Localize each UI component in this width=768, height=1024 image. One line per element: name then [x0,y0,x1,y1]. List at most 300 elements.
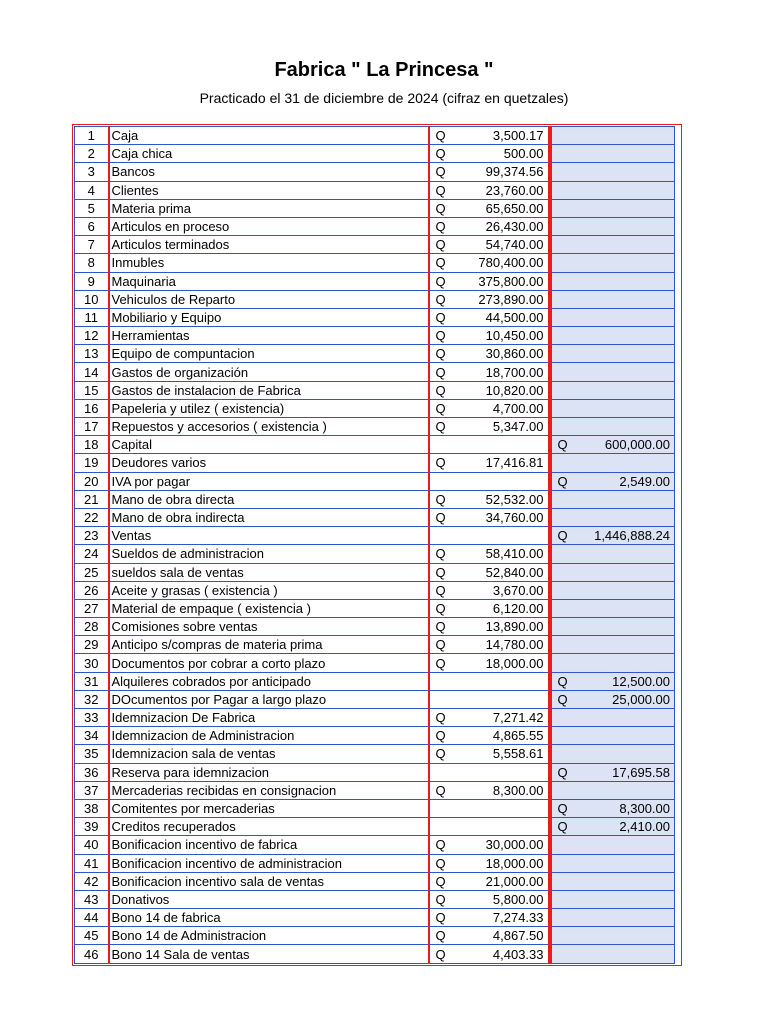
credit-amount [575,363,675,381]
debit-amount [453,472,549,490]
row-number: 36 [75,763,109,781]
debit-amount: 4,865.55 [453,727,549,745]
account-name: Comisiones sobre ventas [109,618,429,636]
debit-amount: 18,000.00 [453,654,549,672]
debit-amount [453,818,549,836]
credit-amount [575,236,675,254]
credit-currency [551,654,575,672]
debit-amount: 5,347.00 [453,418,549,436]
credit-amount [575,399,675,417]
credit-currency: Q [551,527,575,545]
credit-amount [575,945,675,963]
credit-currency [551,399,575,417]
table-row [75,854,675,872]
credit-amount [575,418,675,436]
credit-amount [575,381,675,399]
debit-amount: 54,740.00 [453,236,549,254]
debit-currency: Q [429,781,453,799]
debit-amount [453,672,549,690]
table-row [75,399,675,417]
credit-currency [551,308,575,326]
credit-currency [551,454,575,472]
account-name: Clientes [109,181,429,199]
credit-amount [575,308,675,326]
credit-amount [575,199,675,217]
row-number: 46 [75,945,109,963]
debit-currency: Q [429,909,453,927]
row-number: 6 [75,217,109,235]
debit-amount: 5,558.61 [453,745,549,763]
table-row [75,745,675,763]
credit-currency [551,836,575,854]
debit-currency: Q [429,709,453,727]
row-number: 8 [75,254,109,272]
row-number: 45 [75,927,109,945]
account-name: Mercaderias recibidas en consignacion [109,781,429,799]
credit-amount [575,490,675,508]
credit-currency [551,508,575,526]
debit-currency: Q [429,490,453,508]
credit-currency [551,254,575,272]
row-number: 20 [75,472,109,490]
row-number: 7 [75,236,109,254]
row-number: 28 [75,618,109,636]
row-number: 13 [75,345,109,363]
table-row [75,909,675,927]
debit-amount: 3,500.17 [453,127,549,145]
row-number: 35 [75,745,109,763]
debit-currency [429,672,453,690]
row-number: 37 [75,781,109,799]
credit-currency [551,272,575,290]
table-row [75,545,675,563]
credit-currency [551,709,575,727]
debit-amount: 3,670.00 [453,581,549,599]
table-row [75,181,675,199]
row-number: 29 [75,636,109,654]
debit-currency [429,690,453,708]
row-number: 21 [75,490,109,508]
row-number: 41 [75,854,109,872]
debit-amount: 4,403.33 [453,945,549,963]
account-name: IVA por pagar [109,472,429,490]
row-number: 42 [75,872,109,890]
credit-currency [551,781,575,799]
credit-amount [575,545,675,563]
debit-amount: 30,860.00 [453,345,549,363]
account-name: Bonificacion incentivo de fabrica [109,836,429,854]
debit-currency: Q [429,745,453,763]
credit-currency: Q [551,472,575,490]
credit-currency [551,927,575,945]
account-name: Gastos de instalacion de Fabrica [109,381,429,399]
debit-currency [429,799,453,817]
debit-amount: 52,532.00 [453,490,549,508]
debit-currency [429,818,453,836]
ledger-table [74,126,675,964]
account-name: Bono 14 de fabrica [109,909,429,927]
debit-currency: Q [429,254,453,272]
account-name: Donativos [109,890,429,908]
debit-amount: 34,760.00 [453,508,549,526]
credit-currency [551,381,575,399]
debit-currency: Q [429,454,453,472]
row-number: 5 [75,199,109,217]
account-name: sueldos sala de ventas [109,563,429,581]
row-number: 17 [75,418,109,436]
credit-amount [575,745,675,763]
account-name: Alquileres cobrados por anticipado [109,672,429,690]
row-number: 12 [75,327,109,345]
account-name: Aceite y grasas ( existencia ) [109,581,429,599]
credit-currency [551,290,575,308]
credit-currency [551,199,575,217]
credit-amount: 2,410.00 [575,818,675,836]
table-row [75,472,675,490]
table-row [75,527,675,545]
credit-amount [575,890,675,908]
debit-currency: Q [429,181,453,199]
table-row [75,763,675,781]
credit-currency [551,618,575,636]
debit-currency: Q [429,872,453,890]
credit-currency [551,545,575,563]
credit-amount: 1,446,888.24 [575,527,675,545]
account-name: Bonificacion incentivo de administracion [109,854,429,872]
row-number: 30 [75,654,109,672]
debit-currency: Q [429,618,453,636]
table-row [75,927,675,945]
debit-amount: 58,410.00 [453,545,549,563]
debit-amount: 26,430.00 [453,217,549,235]
account-name: Material de empaque ( existencia ) [109,599,429,617]
debit-amount: 18,700.00 [453,363,549,381]
page-title: Fabrica " La Princesa " [274,59,494,81]
account-name: Caja [109,127,429,145]
table-row [75,636,675,654]
table-row [75,618,675,636]
credit-amount [575,163,675,181]
debit-currency: Q [429,581,453,599]
account-name: Repuestos y accesorios ( existencia ) [109,418,429,436]
table-row [75,363,675,381]
table-row [75,890,675,908]
table-row [75,236,675,254]
credit-currency [551,236,575,254]
credit-amount [575,599,675,617]
credit-amount [575,563,675,581]
row-number: 38 [75,799,109,817]
credit-amount: 12,500.00 [575,672,675,690]
credit-currency [551,145,575,163]
debit-currency: Q [429,654,453,672]
debit-amount: 17,416.81 [453,454,549,472]
credit-currency [551,945,575,963]
table-row [75,145,675,163]
credit-amount [575,145,675,163]
table-row [75,272,675,290]
table-row [75,327,675,345]
account-name: Mano de obra directa [109,490,429,508]
credit-amount [575,254,675,272]
debit-currency: Q [429,217,453,235]
row-number: 44 [75,909,109,927]
table-row [75,345,675,363]
debit-amount: 30,000.00 [453,836,549,854]
debit-currency [429,527,453,545]
credit-currency [551,854,575,872]
credit-amount: 17,695.58 [575,763,675,781]
credit-amount: 25,000.00 [575,690,675,708]
debit-currency: Q [429,272,453,290]
account-name: Papeleria y utilez ( existencia) [109,399,429,417]
credit-amount [575,127,675,145]
account-name: Materia prima [109,199,429,217]
debit-currency: Q [429,927,453,945]
debit-amount: 10,820.00 [453,381,549,399]
table-row [75,818,675,836]
account-name: Gastos de organización [109,363,429,381]
row-number: 43 [75,890,109,908]
row-number: 18 [75,436,109,454]
table-row [75,945,675,963]
debit-amount [453,436,549,454]
debit-currency: Q [429,290,453,308]
account-name: Deudores varios [109,454,429,472]
debit-amount [453,763,549,781]
row-number: 2 [75,145,109,163]
account-name: Articulos en proceso [109,217,429,235]
debit-amount: 4,867.50 [453,927,549,945]
account-name: Vehiculos de Reparto [109,290,429,308]
debit-amount: 14,780.00 [453,636,549,654]
table-row [75,490,675,508]
debit-currency: Q [429,236,453,254]
table-row [75,454,675,472]
account-name: Mano de obra indirecta [109,508,429,526]
credit-amount [575,327,675,345]
row-number: 19 [75,454,109,472]
table-row [75,799,675,817]
debit-currency: Q [429,308,453,326]
table-row [75,290,675,308]
table-row [75,436,675,454]
account-name: Ventas [109,527,429,545]
account-name: Creditos recuperados [109,818,429,836]
credit-amount [575,909,675,927]
credit-amount [575,181,675,199]
credit-amount [575,217,675,235]
credit-amount [575,454,675,472]
row-number: 32 [75,690,109,708]
row-number: 31 [75,672,109,690]
page-subtitle: Practicado el 31 de diciembre de 2024 (cifraz en quetzales) [199,90,569,106]
debit-amount [453,799,549,817]
debit-amount: 7,274.33 [453,909,549,927]
debit-currency: Q [429,345,453,363]
account-name: Bancos [109,163,429,181]
table-row [75,727,675,745]
credit-currency: Q [551,436,575,454]
debit-amount: 273,890.00 [453,290,549,308]
account-name: Documentos por cobrar a corto plazo [109,654,429,672]
table-row [75,709,675,727]
account-name: Comitentes por mercaderias [109,799,429,817]
table-row [75,563,675,581]
credit-amount [575,927,675,945]
debit-amount: 5,800.00 [453,890,549,908]
credit-currency [551,127,575,145]
table-row [75,127,675,145]
credit-currency: Q [551,690,575,708]
credit-currency [551,599,575,617]
credit-currency [551,418,575,436]
credit-amount [575,654,675,672]
debit-currency: Q [429,636,453,654]
debit-amount: 500.00 [453,145,549,163]
row-number: 39 [75,818,109,836]
credit-amount [575,618,675,636]
debit-amount: 99,374.56 [453,163,549,181]
table-row [75,781,675,799]
debit-currency [429,472,453,490]
account-name: Articulos terminados [109,236,429,254]
ledger-sheet [72,124,682,966]
table-row [75,217,675,235]
row-number: 16 [75,399,109,417]
credit-amount [575,508,675,526]
debit-amount: 23,760.00 [453,181,549,199]
account-name: Reserva para idemnizacion [109,763,429,781]
credit-amount [575,290,675,308]
debit-amount [453,690,549,708]
table-row [75,254,675,272]
account-name: Inmubles [109,254,429,272]
debit-amount: 7,271.42 [453,709,549,727]
credit-currency [551,872,575,890]
debit-currency: Q [429,599,453,617]
credit-amount: 2,549.00 [575,472,675,490]
account-name: Caja chica [109,145,429,163]
credit-currency [551,581,575,599]
credit-currency: Q [551,672,575,690]
row-number: 3 [75,163,109,181]
credit-amount [575,781,675,799]
row-number: 34 [75,727,109,745]
credit-currency [551,327,575,345]
debit-amount: 780,400.00 [453,254,549,272]
account-name: Equipo de compuntacion [109,345,429,363]
credit-amount [575,727,675,745]
credit-currency [551,490,575,508]
table-row [75,199,675,217]
table-row [75,508,675,526]
table-row [75,163,675,181]
row-number: 25 [75,563,109,581]
credit-currency [551,163,575,181]
table-row [75,308,675,326]
credit-amount [575,636,675,654]
debit-currency: Q [429,327,453,345]
debit-currency: Q [429,418,453,436]
debit-currency [429,763,453,781]
account-name: Idemnizacion de Administracion [109,727,429,745]
credit-amount: 600,000.00 [575,436,675,454]
account-name: Anticipo s/compras de materia prima [109,636,429,654]
credit-currency [551,181,575,199]
debit-amount: 21,000.00 [453,872,549,890]
credit-currency: Q [551,763,575,781]
account-name: Mobiliario y Equipo [109,308,429,326]
row-number: 26 [75,581,109,599]
table-row [75,599,675,617]
credit-amount [575,345,675,363]
debit-amount: 6,120.00 [453,599,549,617]
table-row [75,690,675,708]
credit-currency [551,890,575,908]
credit-currency [551,563,575,581]
credit-currency: Q [551,799,575,817]
debit-currency: Q [429,145,453,163]
row-number: 1 [75,127,109,145]
table-row [75,418,675,436]
debit-currency: Q [429,945,453,963]
credit-amount [575,854,675,872]
debit-currency: Q [429,890,453,908]
table-row [75,836,675,854]
account-name: Idemnizacion De Fabrica [109,709,429,727]
row-number: 14 [75,363,109,381]
account-name: Bono 14 de Administracion [109,927,429,945]
table-row [75,581,675,599]
credit-currency [551,909,575,927]
debit-amount: 10,450.00 [453,327,549,345]
debit-amount [453,527,549,545]
debit-currency: Q [429,399,453,417]
credit-currency: Q [551,818,575,836]
row-number: 4 [75,181,109,199]
debit-currency: Q [429,127,453,145]
row-number: 15 [75,381,109,399]
credit-amount [575,581,675,599]
credit-currency [551,217,575,235]
debit-currency: Q [429,508,453,526]
debit-currency: Q [429,363,453,381]
account-name: DOcumentos por Pagar a largo plazo [109,690,429,708]
account-name: Idemnizacion sala de ventas [109,745,429,763]
account-name: Herramientas [109,327,429,345]
table-row [75,654,675,672]
debit-currency: Q [429,199,453,217]
credit-currency [551,745,575,763]
debit-currency: Q [429,563,453,581]
row-number: 11 [75,308,109,326]
account-name: Sueldos de administracion [109,545,429,563]
debit-amount: 13,890.00 [453,618,549,636]
row-number: 9 [75,272,109,290]
row-number: 22 [75,508,109,526]
debit-currency [429,436,453,454]
debit-amount: 4,700.00 [453,399,549,417]
debit-currency: Q [429,381,453,399]
account-name: Bono 14 Sala de ventas [109,945,429,963]
row-number: 24 [75,545,109,563]
credit-amount [575,872,675,890]
row-number: 23 [75,527,109,545]
account-name: Bonificacion incentivo sala de ventas [109,872,429,890]
debit-amount: 375,800.00 [453,272,549,290]
debit-currency: Q [429,163,453,181]
